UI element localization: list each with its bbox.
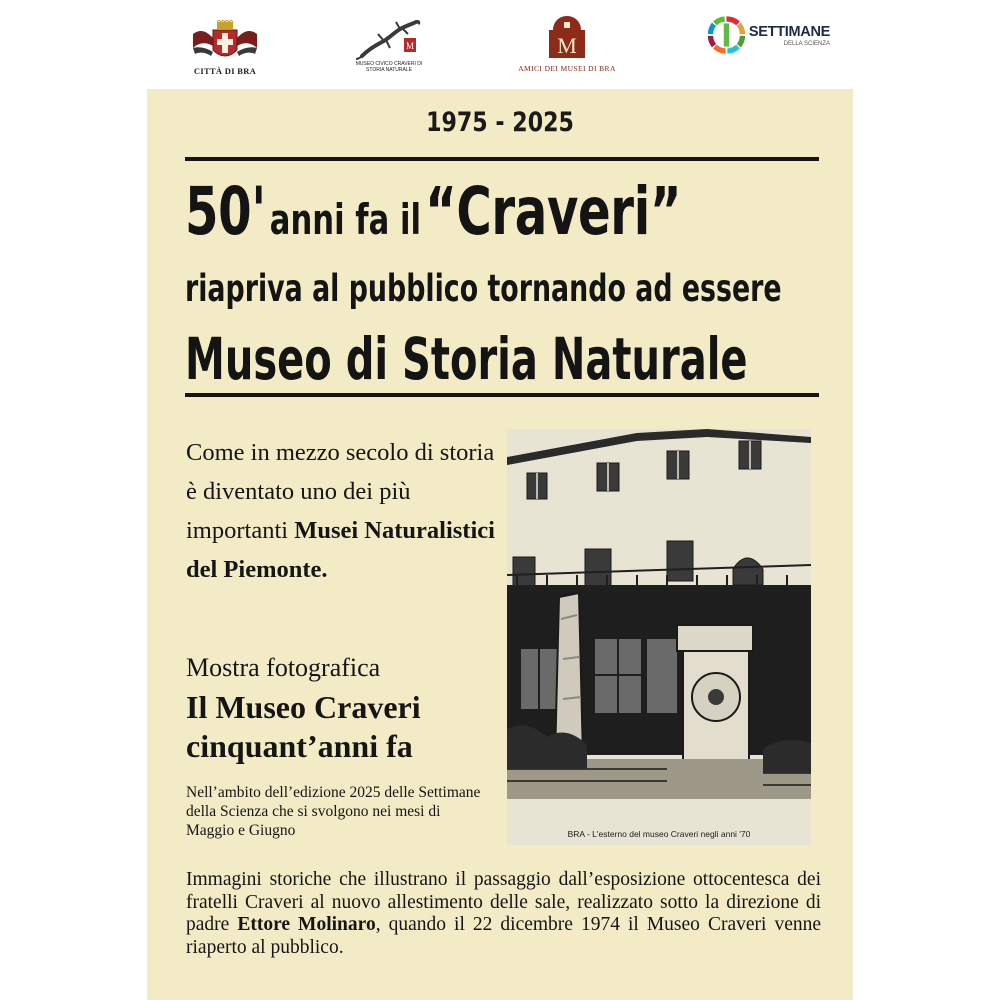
lizard-icon [354,16,424,60]
body-name: Ettore Molinaro [237,914,376,935]
exhibition-title [186,688,421,766]
settimane-title: SETTIMANE [748,23,830,40]
settimane-scienza-logo [706,12,830,58]
citta-di-bra-caption: CITTÀ DI BRA [193,66,257,76]
intro-bold: Musei Naturalistici del Piemonte. [186,517,495,583]
headline-fifty: 50' [185,173,266,250]
intro-paragraph [186,433,506,589]
top-divider [185,157,819,161]
svg-text:M: M [557,33,577,58]
exhibition-note: Nell’ambito dell’edizione 2025 delle Settimane della Scienza che si svolgono nei mesi di Maggio e Giugno [186,784,481,839]
body-text-part2: , quando il 22 dicembre 1974 il Museo Craveri venne riaperto al pubblico. [186,914,822,958]
headline-line2: riapriva al pubblico tornando ad essere [185,267,782,310]
amici-musei-logo [513,14,621,73]
headline-craveri: “Craveri” [425,173,682,250]
color-ring-icon [706,12,747,58]
intro-text: Come in mezzo secolo di storia è diventato uno dei più importanti [186,439,495,544]
svg-text:M: M [405,41,415,51]
exhibition-label: Mostra fotografica [186,653,381,682]
logo-bar [0,0,1000,90]
headline-line3: Museo di Storia Naturale [185,325,748,393]
body-text-part1: Immagini storiche che illustrano il passaggio dall’esposizione ottocentesca dei fratelli Craveri al nuovo allestimento delle sale, realizzato sotto la direzione di padre [186,869,821,935]
exhibition-title-line1: Il Museo Craveri [186,689,421,725]
photo-caption: BRA - L'esterno del museo Craveri negli anni '70 [567,829,751,839]
museum-building-drawing [507,429,811,845]
museo-craveri-logo [352,16,426,73]
exhibition-title-line2: cinquant’anni fa [186,728,413,764]
citta-di-bra-logo [188,20,262,76]
settimane-subtitle: DELLA SCIENZA [783,40,830,47]
body-paragraph [186,869,821,959]
amici-musei-caption: AMICI DEI MUSEI DI BRA [518,64,616,73]
museo-craveri-caption: MUSEO CIVICO CRAVERI DI STORIA NATURALE [355,61,423,73]
headline-anni-fa: anni fa il [269,195,422,244]
years-heading: 1975 - 2025 [426,107,574,138]
coat-of-arms-icon [189,20,261,64]
museum-exterior-photo [507,429,811,845]
museum-building-icon [545,14,589,60]
poster-panel [147,89,853,1000]
headline-line1 [185,173,681,250]
bottom-divider [185,393,819,397]
